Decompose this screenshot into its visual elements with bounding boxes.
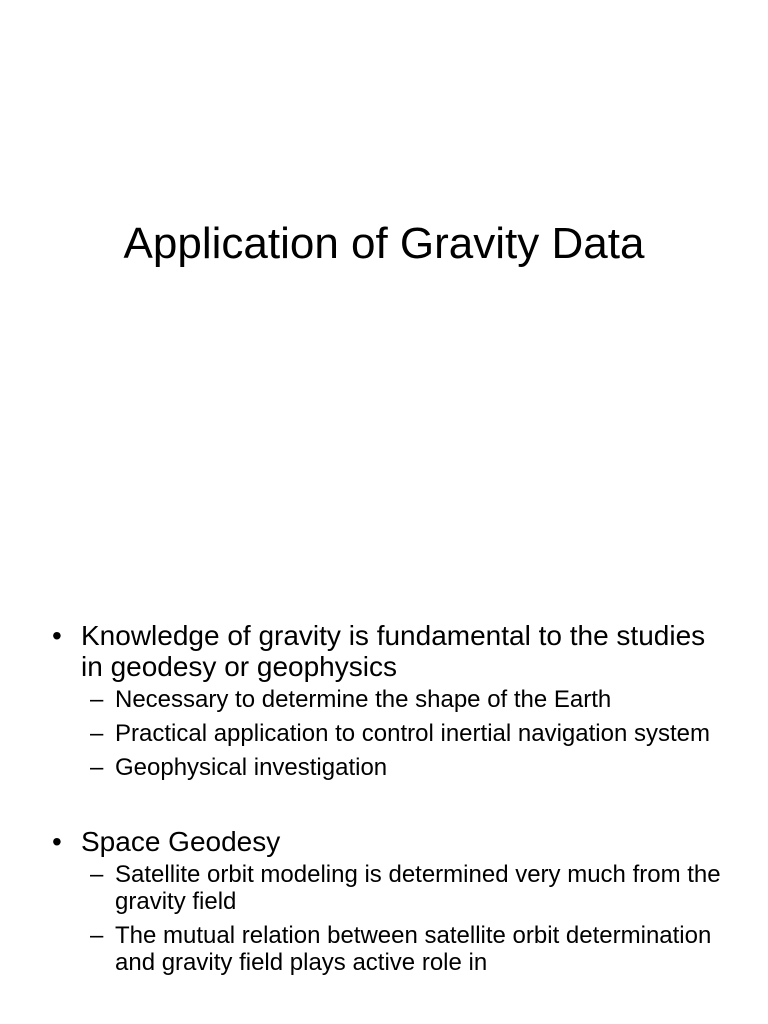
sub-bullet-text: Practical application to control inertial navigation system bbox=[115, 720, 710, 747]
bullet-text: Space Geodesy bbox=[81, 826, 281, 857]
sub-bullet-text: The mutual relation between satellite orbit determination and gravity field plays active role in bbox=[115, 922, 712, 976]
bullet-marker: • bbox=[52, 826, 62, 857]
sub-bullet-item bbox=[0, 861, 768, 915]
sub-bullet-marker: – bbox=[90, 861, 104, 888]
sub-bullet-text: Satellite orbit modeling is determined very much from the gravity field bbox=[115, 861, 721, 915]
sub-list bbox=[0, 861, 768, 976]
sub-bullet-item bbox=[0, 720, 768, 747]
sub-bullet-marker: – bbox=[90, 922, 104, 949]
sub-bullet-marker: – bbox=[90, 720, 104, 747]
sub-bullet-item bbox=[0, 686, 768, 713]
bullet-text: Knowledge of gravity is fundamental to the studies in geodesy or geophysics bbox=[81, 620, 706, 682]
sub-bullet-item bbox=[0, 922, 768, 976]
sub-bullet-marker: – bbox=[90, 754, 104, 781]
sub-bullet-item bbox=[0, 754, 768, 781]
section-gap bbox=[0, 788, 768, 826]
sub-bullet-text: Geophysical investigation bbox=[115, 754, 388, 781]
bullet-marker: • bbox=[52, 620, 62, 651]
bullet-item bbox=[0, 620, 768, 682]
bullet-item bbox=[0, 826, 768, 857]
sub-bullet-marker: – bbox=[90, 686, 104, 713]
sub-bullet-text: Necessary to determine the shape of the Earth bbox=[115, 686, 612, 713]
slide-content bbox=[0, 620, 768, 983]
slide-title: Application of Gravity Data bbox=[123, 219, 645, 268]
sub-list bbox=[0, 686, 768, 781]
